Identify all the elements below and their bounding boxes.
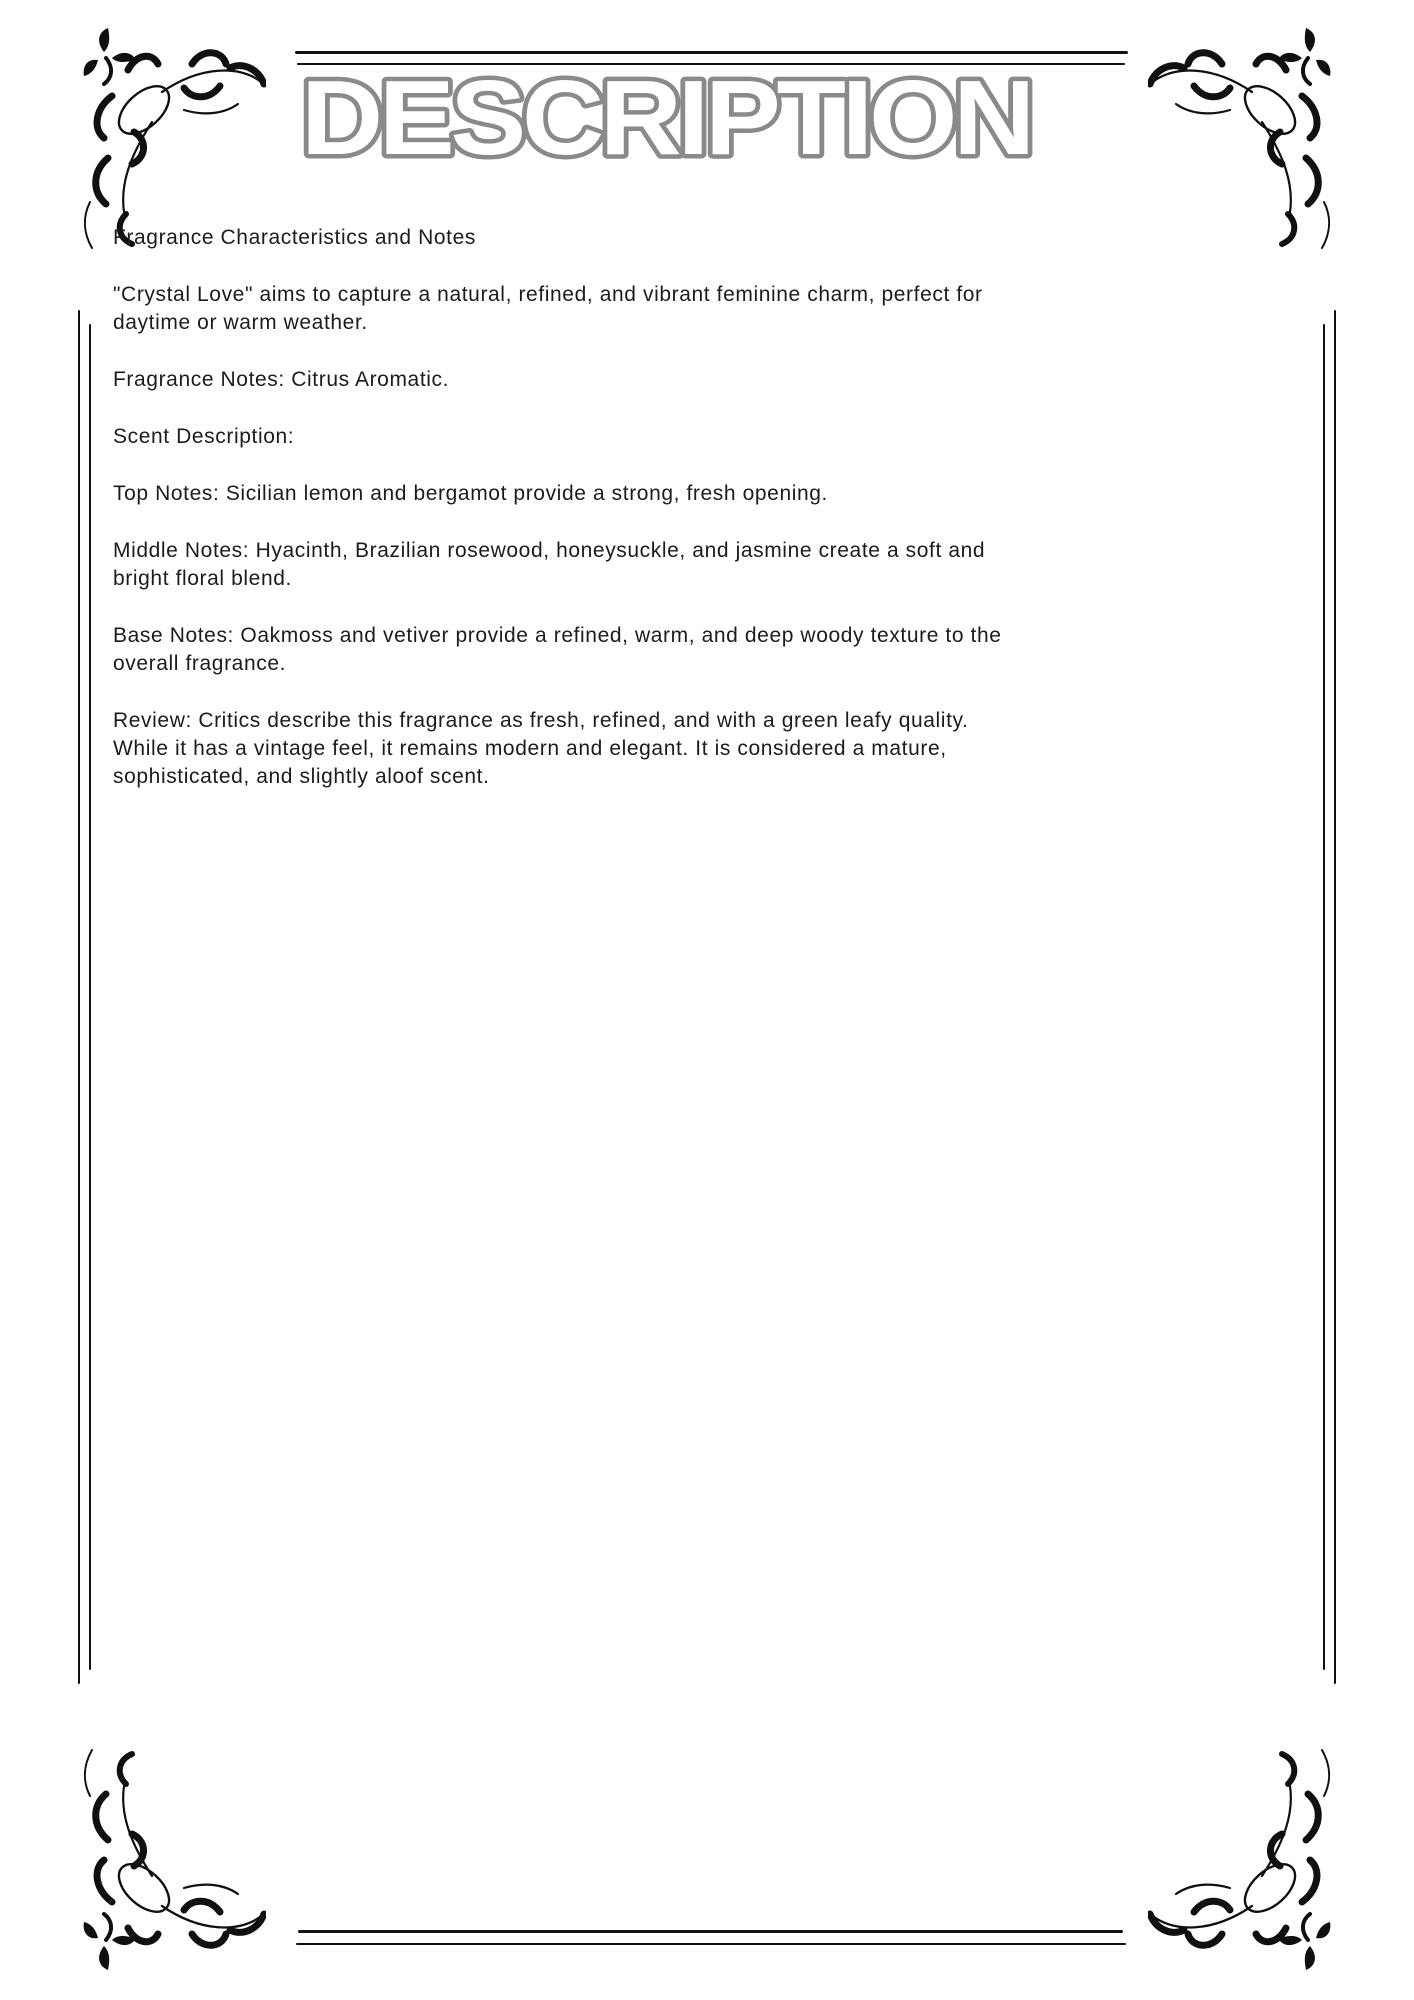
paragraph-base-notes: Base Notes: Oakmoss and vetiver provide a refined, warm, and deep woody texture to the overall fragrance. [113, 624, 1002, 675]
flourish-icon [46, 1748, 266, 1972]
paragraph-overview: "Crystal Love" aims to capture a natural, refined, and vibrant feminine charm, perfect for daytime or warm weather. [113, 283, 983, 334]
paragraph-review: Review: Critics describe this fragrance as fresh, refined, and with a green leafy quality. While it has a vintage feel, it remains modern and elegant. It is considered a mature, sophisticated, and slightly aloof scent. [113, 709, 969, 788]
border-right-line-inner [1323, 324, 1325, 1670]
corner-flourish-top-right [1148, 26, 1368, 250]
border-left-line-outer [78, 310, 80, 1684]
flourish-icon [1148, 26, 1368, 250]
corner-flourish-top-left [46, 26, 266, 250]
border-right-line-outer [1334, 310, 1336, 1684]
border-bottom-line-outer [296, 1943, 1126, 1945]
flourish-icon [1148, 1748, 1368, 1972]
paragraph-top-notes: Top Notes: Sicilian lemon and bergamot provide a strong, fresh opening. [113, 482, 828, 505]
border-left-line-inner [89, 324, 91, 1670]
flourish-icon [46, 26, 266, 250]
page-title-text: DESCRIPTION [301, 59, 1031, 177]
paragraph-middle-notes: Middle Notes: Hyacinth, Brazilian rosewood, honeysuckle, and jasmine create a soft and bright floral blend. [113, 539, 986, 590]
page-title [260, 58, 1072, 183]
paragraph-fragrance-notes: Fragrance Notes: Citrus Aromatic. [113, 368, 450, 391]
border-top-line-outer [295, 51, 1128, 54]
corner-flourish-bottom-left [46, 1748, 266, 1972]
section-heading: Fragrance Characteristics and Notes [113, 226, 476, 249]
paragraph-scent-description: Scent Description: [113, 425, 295, 448]
description-body [113, 224, 1005, 820]
corner-flourish-bottom-right [1148, 1748, 1368, 1972]
border-bottom-line-inner [298, 1930, 1123, 1933]
